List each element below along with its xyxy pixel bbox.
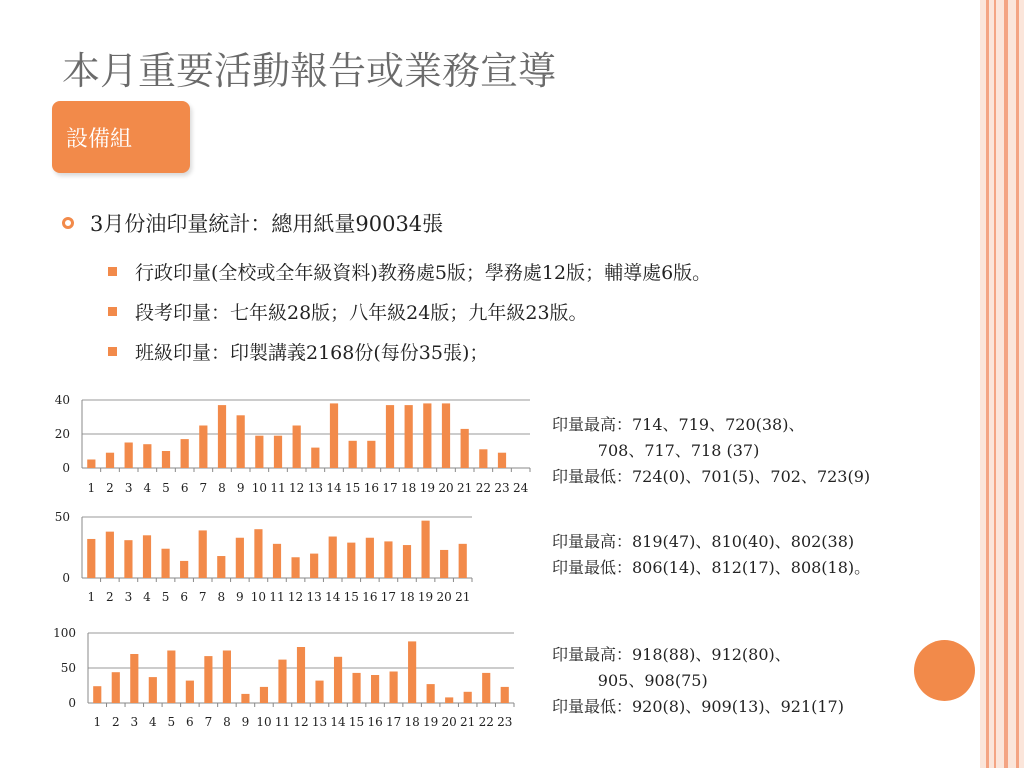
- x-tick-label: 3: [130, 715, 139, 729]
- x-tick-label: 12: [287, 590, 304, 604]
- bar: [167, 651, 175, 704]
- x-tick-label: 15: [343, 590, 359, 604]
- x-tick-label: 15: [345, 481, 361, 495]
- x-tick-label: 18: [401, 481, 417, 495]
- x-tick-label: 2: [111, 715, 120, 729]
- bar: [334, 657, 342, 703]
- y-tick-label: 0: [62, 571, 70, 585]
- bar: [403, 545, 411, 578]
- x-tick-label: 8: [218, 481, 226, 495]
- x-tick-label: 21: [455, 590, 471, 604]
- y-tick-label: 100: [53, 626, 76, 640]
- x-tick-label: 21: [460, 715, 476, 729]
- bar: [479, 449, 487, 468]
- y-tick-label: 50: [60, 661, 76, 675]
- bar: [459, 544, 467, 578]
- section-tag: 設備組: [52, 101, 190, 173]
- bar: [384, 541, 392, 578]
- bar: [199, 530, 207, 578]
- x-tick-label: 13: [311, 715, 328, 729]
- y-tick-label: 0: [68, 696, 76, 710]
- bar: [223, 651, 231, 704]
- x-tick-label: 1: [93, 715, 102, 729]
- bar: [162, 451, 170, 468]
- bar: [218, 405, 226, 468]
- bar: [442, 403, 450, 468]
- bar: [367, 441, 375, 468]
- x-tick-label: 6: [180, 481, 189, 495]
- bar: [106, 453, 114, 468]
- bar: [143, 444, 151, 468]
- decorative-circle: [914, 640, 975, 701]
- bar: [310, 554, 318, 578]
- x-tick-label: 19: [419, 481, 435, 495]
- x-tick-label: 11: [270, 481, 286, 495]
- bar: [347, 543, 355, 578]
- bar: [106, 532, 114, 578]
- bar: [291, 557, 299, 578]
- x-tick-label: 5: [162, 481, 170, 495]
- bar: [390, 672, 398, 704]
- x-tick-label: 14: [330, 715, 346, 729]
- bar: [161, 549, 169, 578]
- sub-bullet-text: 行政印量(全校或全年級資料)教務處5版；學務處12版；輔導處6版。: [135, 262, 712, 284]
- x-tick-label: 10: [250, 590, 267, 604]
- x-tick-label: 2: [106, 590, 114, 604]
- x-tick-label: 10: [256, 715, 272, 729]
- x-tick-label: 23: [497, 715, 513, 729]
- bar: [180, 561, 188, 578]
- bar: [186, 681, 194, 703]
- x-tick-label: 18: [399, 590, 415, 604]
- bar: [87, 460, 95, 469]
- x-tick-label: 7: [204, 715, 213, 729]
- bar: [237, 415, 245, 468]
- bar: [255, 436, 263, 468]
- bar: [440, 550, 448, 578]
- bar: [371, 675, 379, 703]
- bar: [217, 556, 225, 578]
- x-tick-label: 12: [293, 715, 309, 729]
- x-tick-label: 4: [149, 715, 157, 729]
- bar: [293, 426, 301, 469]
- chart-3-note: 印量最高：918(88)、912(80)、 905、908(75) 印量最低：920(8)、909(13)、921(17): [552, 645, 844, 716]
- page-title: 本月重要活動報告或業務宣導: [62, 49, 557, 93]
- x-tick-label: 12: [289, 481, 305, 495]
- bar: [349, 441, 357, 468]
- x-tick-label: 10: [251, 481, 267, 495]
- x-tick-label: 6: [186, 715, 194, 729]
- bar: [143, 535, 151, 578]
- x-tick-label: 16: [367, 715, 383, 729]
- bar: [149, 677, 157, 703]
- bar: [352, 673, 360, 703]
- x-tick-label: 23: [494, 481, 510, 495]
- bar: [482, 673, 490, 703]
- bar: [315, 681, 323, 703]
- bar: [421, 521, 429, 578]
- bar: [112, 672, 120, 703]
- main-bullet-text: 3月份油印量統計：總用紙量90034張: [90, 212, 444, 236]
- bar: [236, 538, 244, 578]
- x-tick-label: 17: [382, 481, 398, 495]
- chart-2-note: 印量最高：819(47)、810(40)、802(38) 印量最低：806(14)、812(17)、808(18)。: [552, 532, 871, 577]
- x-tick-label: 22: [478, 715, 494, 729]
- x-tick-label: 2: [106, 481, 114, 495]
- bar: [311, 448, 319, 468]
- x-tick-label: 24: [513, 481, 529, 495]
- bar: [408, 641, 416, 703]
- x-tick-label: 3: [124, 590, 133, 604]
- bar: [329, 537, 337, 578]
- x-tick-label: 20: [438, 481, 454, 495]
- x-tick-label: 17: [385, 715, 402, 729]
- y-tick-label: 20: [54, 427, 70, 441]
- x-tick-label: 5: [167, 715, 176, 729]
- sub-bullet-text: 段考印量：七年級28版；八年級24版；九年級23版。: [135, 302, 588, 324]
- x-tick-label: 9: [241, 715, 250, 729]
- bar: [501, 687, 509, 703]
- bar: [199, 426, 207, 469]
- x-tick-label: 11: [269, 590, 285, 604]
- x-tick-label: 7: [199, 481, 208, 495]
- x-tick-label: 6: [180, 590, 188, 604]
- bar: [124, 540, 132, 578]
- bar: [445, 697, 453, 703]
- bar: [204, 656, 212, 703]
- bar: [297, 647, 305, 703]
- chart-1-note: 印量最高：714、719、720(38)、 708、717、718 (37) 印量最低：724(0)、701(5)、702、723(9): [552, 415, 871, 486]
- sub-bullet-text: 班級印量：印製講義2168份(每份35張)；: [135, 342, 489, 364]
- x-tick-label: 4: [143, 481, 152, 495]
- bar: [278, 660, 286, 703]
- y-tick-label: 0: [62, 461, 70, 475]
- x-tick-label: 9: [236, 481, 245, 495]
- bar: [330, 403, 338, 468]
- x-tick-label: 20: [436, 590, 452, 604]
- bar: [427, 684, 435, 703]
- x-tick-label: 13: [307, 481, 323, 495]
- x-tick-label: 19: [423, 715, 439, 729]
- bar: [87, 539, 95, 578]
- bar: [93, 686, 101, 703]
- x-tick-label: 9: [236, 590, 244, 604]
- bar: [273, 544, 281, 578]
- x-tick-label: 22: [475, 481, 491, 495]
- bar: [254, 529, 262, 578]
- bar: [498, 453, 506, 468]
- x-tick-label: 5: [161, 590, 170, 604]
- bar: [125, 443, 133, 469]
- bar: [181, 439, 189, 468]
- x-tick-label: 11: [274, 715, 291, 729]
- x-tick-label: 7: [198, 590, 207, 604]
- x-tick-label: 16: [362, 590, 378, 604]
- bar: [241, 694, 249, 703]
- x-tick-label: 1: [87, 481, 96, 495]
- x-tick-label: 21: [457, 481, 473, 495]
- y-tick-label: 40: [54, 393, 70, 407]
- x-tick-label: 20: [441, 715, 457, 729]
- x-tick-label: 8: [217, 590, 226, 604]
- bar: [130, 654, 138, 703]
- bar: [461, 429, 469, 468]
- x-tick-label: 4: [143, 590, 151, 604]
- x-tick-label: 14: [326, 481, 342, 495]
- x-tick-label: 3: [124, 481, 133, 495]
- x-tick-label: 8: [223, 715, 231, 729]
- x-tick-label: 16: [363, 481, 379, 495]
- bar: [464, 692, 472, 703]
- bar: [274, 436, 282, 468]
- x-tick-label: 14: [325, 590, 341, 604]
- bar: [423, 403, 431, 468]
- x-tick-label: 18: [404, 715, 420, 729]
- x-tick-label: 19: [417, 590, 434, 604]
- x-tick-label: 17: [380, 590, 397, 604]
- bar: [405, 405, 413, 468]
- bar: [386, 405, 394, 468]
- bar: [260, 687, 268, 703]
- y-tick-label: 50: [54, 510, 70, 524]
- x-tick-label: 15: [348, 715, 365, 729]
- bar: [366, 538, 374, 578]
- x-tick-label: 13: [306, 590, 322, 604]
- x-tick-label: 1: [87, 590, 96, 604]
